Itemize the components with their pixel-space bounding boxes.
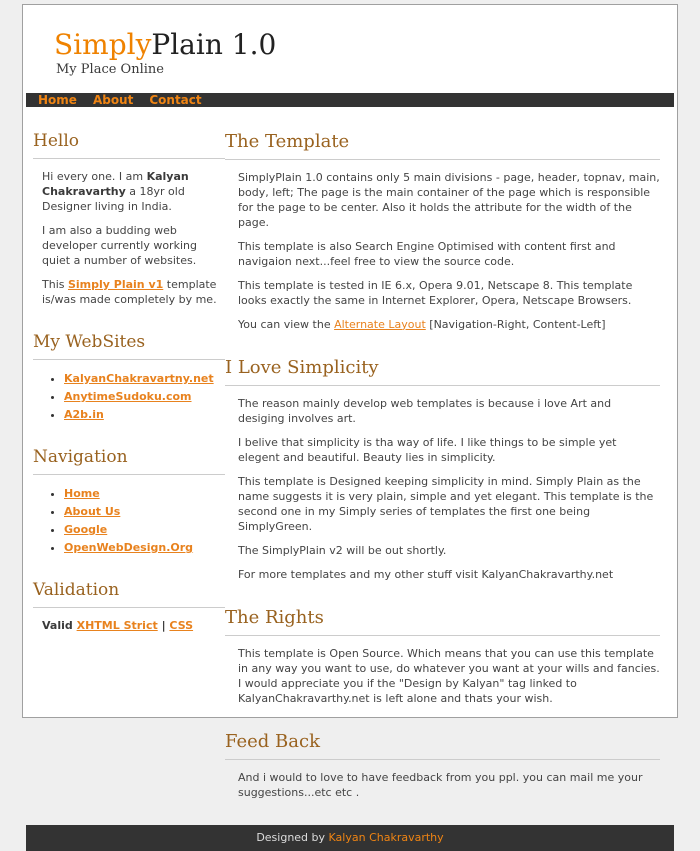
- section-the-template: [225, 131, 660, 332]
- section-i-love-simplicity: [225, 357, 660, 582]
- websites-heading: My WebSites: [33, 332, 225, 360]
- nav-link-home[interactable]: Home: [38, 92, 77, 107]
- sidebar: [26, 131, 225, 658]
- site-header: [26, 8, 674, 93]
- author-name-bold: Kalyan Chakravarthy: [42, 169, 189, 198]
- list-item: [64, 504, 225, 519]
- simplicity-paragraph-3: This template is Designed keeping simplicity in mind. Simply Plain as the name suggests it is very plain, simple and yet elegant. This template is the second one in my Simply series of templates the first one being SimplyGreen.: [238, 474, 654, 533]
- list-item: [64, 371, 225, 386]
- list-item: [64, 486, 225, 501]
- sidebar-section-navigation: [33, 447, 225, 555]
- the-rights-heading: The Rights: [225, 607, 660, 636]
- navigation-list: [42, 486, 225, 555]
- website-link-a2b[interactable]: A2b.in: [64, 407, 104, 421]
- alternate-layout-link[interactable]: Alternate Layout: [334, 317, 426, 331]
- logo-accent-text: Simply: [54, 28, 152, 61]
- footer-author-link[interactable]: Kalyan Chakravarthy: [328, 830, 444, 844]
- simply-plain-v1-link[interactable]: Simply Plain v1: [67, 277, 164, 291]
- i-love-simplicity-heading: I Love Simplicity: [225, 357, 660, 386]
- list-item: [64, 540, 225, 555]
- list-item: [64, 389, 225, 404]
- sidebar-link-openwebdesign[interactable]: OpenWebDesign.Org: [64, 540, 194, 554]
- simplicity-paragraph-4: The SimplyPlain v2 will be out shortly.: [238, 543, 447, 557]
- nav-link-contact[interactable]: Contact: [149, 92, 202, 107]
- feed-back-heading: Feed Back: [225, 731, 660, 760]
- validation-line: Valid XHTML Strict | CSS: [42, 618, 194, 632]
- website-link-kalyanchakravartny[interactable]: KalyanChakravartny.net: [64, 371, 214, 385]
- sidebar-section-validation: [33, 580, 225, 633]
- top-navigation: [26, 93, 674, 107]
- sidebar-section-hello: [33, 131, 225, 307]
- site-logo: [54, 30, 674, 61]
- page-footer: [26, 825, 674, 851]
- hello-paragraph-2: I am also a budding web developer currently working quiet a number of websites.: [42, 223, 197, 267]
- simplicity-paragraph-5: For more templates and my other stuff visit KalyanChakravarthy.net: [238, 567, 614, 581]
- section-the-rights: [225, 607, 660, 706]
- rights-paragraph-1: This template is Open Source. Which means that you can use this template in any way you want to use, do whatever you want at your wills and fancies. I would appreciate you if the "Design by Kalyan" tag linked to KalyanChakravarthy.net is left alone and thats your wish.: [238, 646, 660, 705]
- list-item: [64, 407, 225, 422]
- list-item: [64, 522, 225, 537]
- content-columns: [26, 107, 674, 825]
- main-content: [225, 131, 674, 825]
- simplicity-paragraph-2: I belive that simplicity is tha way of life. I like things to be simple yet elegent and beautiful. Beauty lies in simplicity.: [238, 435, 617, 464]
- template-paragraph-2: This template is also Search Engine Optimised with content first and navigaion next...feel free to view the source code.: [238, 239, 616, 268]
- the-template-heading: The Template: [225, 131, 660, 160]
- sidebar-link-about-us[interactable]: About Us: [64, 504, 121, 518]
- hello-paragraph-1: Hi every one. I am Kalyan Chakravarthy a 18yr old Designer living in India.: [42, 169, 189, 213]
- template-paragraph-4: You can view the Alternate Layout [Navigation-Right, Content-Left]: [238, 317, 606, 331]
- websites-list: [42, 371, 225, 422]
- navigation-heading: Navigation: [33, 447, 225, 475]
- validation-heading: Validation: [33, 580, 225, 608]
- site-tagline: My Place Online: [56, 61, 164, 77]
- sidebar-link-google[interactable]: Google: [64, 522, 108, 536]
- section-feed-back: [225, 731, 660, 800]
- logo-rest-text: Plain 1.0: [151, 28, 277, 61]
- hello-paragraph-3: This Simply Plain v1 template is/was made completely by me.: [42, 277, 217, 306]
- css-link[interactable]: CSS: [169, 618, 194, 632]
- footer-credit-text: Designed by: [256, 830, 329, 844]
- page-container: [22, 4, 678, 844]
- template-paragraph-3: This template is tested in IE 6.x, Opera 9.01, Netscape 8. This template looks exactly the same in Internet Explorer, Opera, Netscape Browsers.: [238, 278, 633, 307]
- sidebar-section-websites: [33, 332, 225, 422]
- sidebar-link-home[interactable]: Home: [64, 486, 100, 500]
- xhtml-strict-link[interactable]: XHTML Strict: [76, 618, 158, 632]
- hello-heading: Hello: [33, 131, 225, 159]
- simplicity-paragraph-1: The reason mainly develop web templates is because i love Art and desiging involves art.: [238, 396, 612, 425]
- template-paragraph-1: SimplyPlain 1.0 contains only 5 main divisions - page, header, topnav, main, body, left; The page is the main container of the page which is responsible for the page to be center. Also it holds the attribute for the width of the page.: [238, 170, 660, 229]
- website-link-anytimesudoku[interactable]: AnytimeSudoku.com: [64, 389, 192, 403]
- feedback-paragraph-1: And i would to love to have feedback from you ppl. you can mail me your suggestions...etc etc .: [238, 770, 643, 799]
- nav-link-about[interactable]: About: [92, 92, 134, 107]
